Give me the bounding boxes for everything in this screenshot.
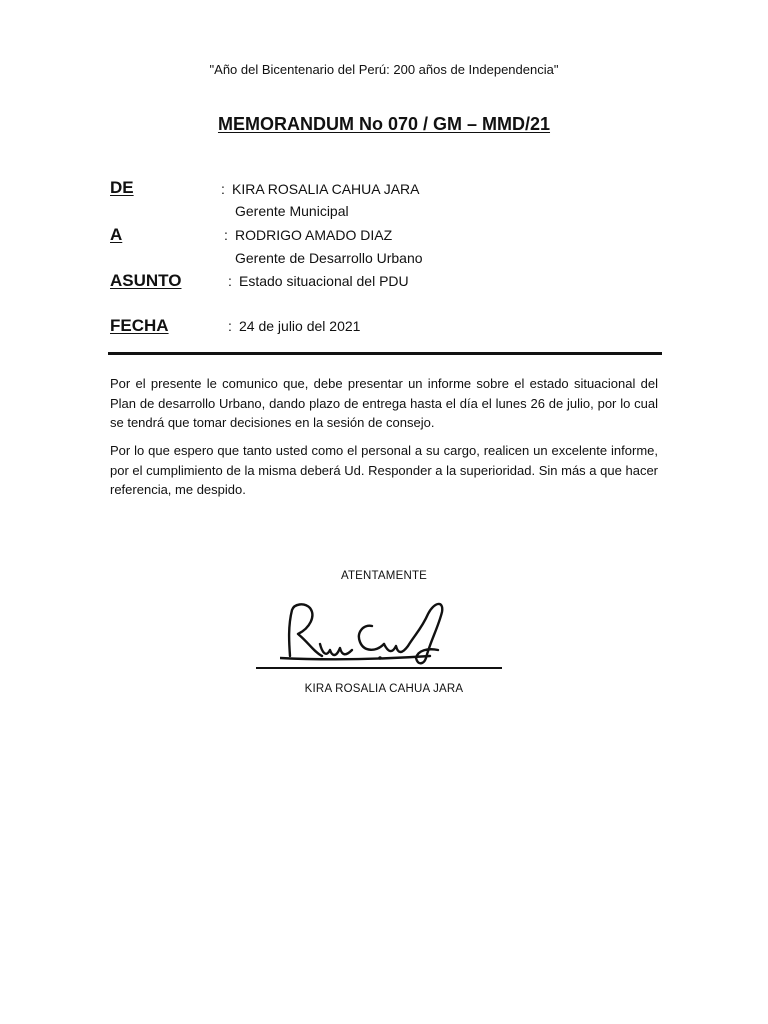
- closing-salutation: ATENTAMENTE: [340, 570, 428, 582]
- header-divider: [108, 352, 662, 355]
- field-label-de: DE: [110, 178, 134, 197]
- field-colon-fecha: :: [228, 318, 232, 334]
- field-label-fecha: FECHA: [110, 316, 169, 335]
- document-motto: "Año del Bicentenario del Perú: 200 años de Independencia": [209, 62, 559, 77]
- field-sub-de: Gerente Municipal: [235, 203, 349, 219]
- field-sub-a: Gerente de Desarrollo Urbano: [235, 250, 423, 266]
- field-colon-a: :: [224, 227, 228, 243]
- field-value-de: KIRA ROSALIA CAHUA JARA: [232, 181, 420, 197]
- field-label-asunto: ASUNTO: [110, 271, 182, 290]
- signature-line: [256, 667, 502, 669]
- field-colon-de: :: [221, 181, 225, 197]
- field-value-a: RODRIGO AMADO DIAZ: [235, 227, 393, 243]
- handwritten-signature: [280, 596, 455, 668]
- field-colon-asunto: :: [228, 273, 232, 289]
- field-label-a: A: [110, 225, 123, 244]
- signer-name: KIRA ROSALIA CAHUA JARA: [304, 683, 464, 695]
- field-value-fecha: 24 de julio del 2021: [239, 318, 361, 334]
- memorandum-title: MEMORANDUM No 070 / GM – MMD/21: [217, 114, 551, 134]
- body-paragraph: Por lo que espero que tanto usted como el personal a su cargo, realicen un excelente informe, por el cumplimiento de la misma deberá Ud. Responder a la superioridad. Sin más a que hacer referencia, me despido.: [110, 443, 658, 497]
- body-paragraph: Por el presente le comunico que, debe presentar un informe sobre el estado situacional del Plan de desarrollo Urbano, dando plazo de entrega hasta el día el lunes 26 de julio, por lo cual se tendrá que tomar decisiones en la sesión de consejo.: [110, 376, 658, 430]
- field-value-asunto: Estado situacional del PDU: [239, 273, 409, 289]
